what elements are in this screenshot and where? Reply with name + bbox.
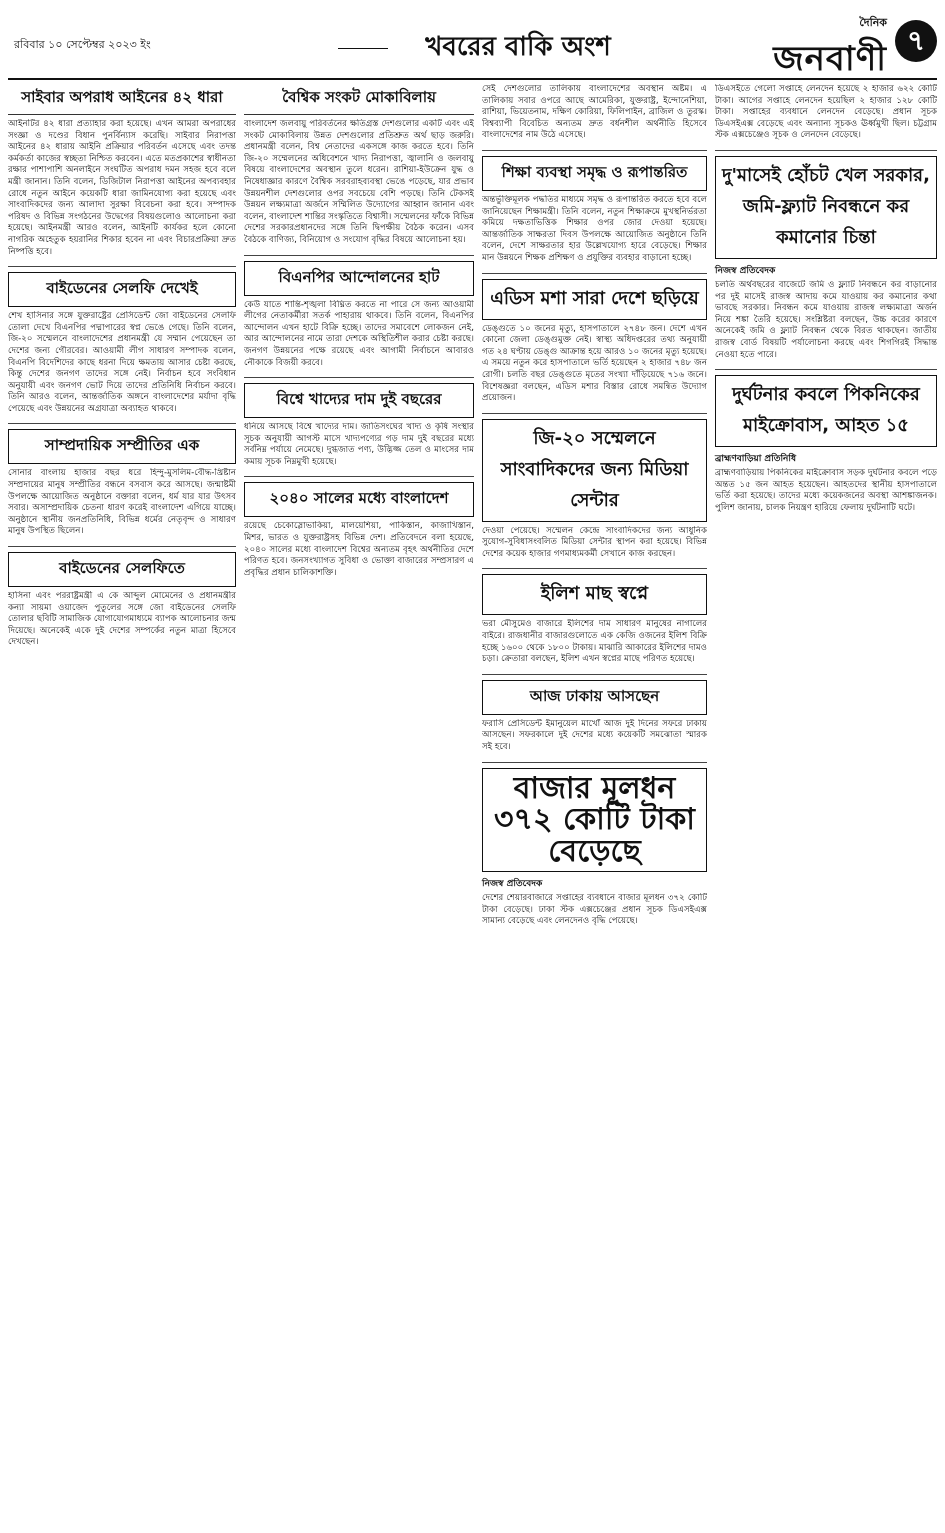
- headline: দু'মাসেই হোঁচট খেল সরকার, জমি-ফ্ল্যাট নিবন্ধনে কর কমানোর চিন্তা: [715, 156, 937, 259]
- article-body: ডিএসইতে গেলো সপ্তাহে লেনদেন হয়েছে ২ হাজার ৬২২ কোটি টাকা। আগের সপ্তাহে লেনদেন হয়েছিল ২ হাজার ১২৮ কোটি টাকা। সপ্তাহের ব্যবধানে লেনদেন বেড়েছে। প্রধান সূচক ডিএসইএক্স বেড়েছে এবং অন্যান্য সূচকও ঊর্ধ্বমুখী ছিল। চট্টগ্রাম স্টক এক্সচেঞ্জেও সূচক ও লেনদেন বেড়েছে।: [715, 84, 937, 141]
- news-story: [715, 375, 937, 514]
- news-story: [482, 84, 707, 142]
- headline: এডিস মশা সারা দেশে ছড়িয়ে: [482, 279, 707, 320]
- article-body: কেউ যাতে শান্তি-শৃঙ্খলা বিঘ্নিত করতে না পারে সে জন্য আওয়ামী লীগের নেতাকর্মীরা সতর্ক পাহারায় থাকবে। তিনি বলেন, বিএনপির আন্দোলন এখন হাটে বিক্রি হচ্ছে। তাদের সমাবেশে লোকজন নেই, আর আন্দোলনের নামে তারা দেশকে অস্থিতিশীল করার চেষ্টা করছে। জনগণ উন্নয়নের পক্ষে রয়েছে এবং আগামী নির্বাচনে আবারও নৌকাকে বিজয়ী করবে।: [244, 299, 474, 368]
- article-body: ফরাসি প্রেসিডেন্ট ইমানুয়েল মাখোঁ আজ দুই দিনের সফরে ঢাকায় আসছেন। সফরকালে দুই দেশের মধ্যে কয়েকটি সমঝোতা স্মারক সই হবে।: [482, 718, 707, 753]
- headline: ২০৪০ সালের মধ্যে বাংলাদেশ: [244, 482, 474, 517]
- story-divider: [244, 255, 474, 256]
- article-body: দেওয়া পেয়েছে। সম্মেলন কেন্দ্রে সাংবাদিকদের জন্য আধুনিক সুযোগ-সুবিধাসংবলিত মিডিয়া সেন্টার স্থাপন করা হয়েছে। বিভিন্ন দেশের কয়েক হাজার গণমাধ্যমকর্মী সেখানে কাজ করছেন।: [482, 525, 707, 559]
- page-header: [8, 8, 937, 80]
- news-story: [8, 552, 236, 649]
- news-story: [244, 482, 474, 579]
- headline: দুর্ঘটনার কবলে পিকনিকের মাইক্রোবাস, আহত ১৫: [715, 375, 937, 447]
- headline: বাইডেনের সেলফিতে: [8, 552, 236, 587]
- news-story: [482, 419, 707, 561]
- byline: নিজস্ব প্রতিবেদক: [715, 265, 776, 276]
- article-body: ধনিয়ে আসছে বিশ্বে খাদ্যের দাম। জাতিসংঘের খাদ্য ও কৃষি সংস্থার সূচক অনুযায়ী আগস্ট মাসে খাদ্যপণ্যের গড় দাম দুই বছরের মধ্যে সর্বনিম্ন পর্যায়ে নেমেছে। দুগ্ধজাত পণ্য, উদ্ভিজ্জ তেল ও মাংসের দাম কমায় সূচক নিম্নমুখী হয়েছে।: [244, 422, 474, 467]
- story-divider: [244, 377, 474, 378]
- column-2: [244, 84, 474, 587]
- story-divider: [482, 150, 707, 151]
- story-divider: [715, 150, 937, 151]
- article-body: দেশের শেয়ারবাজারে সপ্তাহের ব্যবধানে বাজার মূলধন ৩৭২ কোটি টাকা বেড়েছে। ঢাকা স্টক এক্সচেঞ্জের প্রধান সূচক ডিএসইএক্স সামান্য বেড়েছে এবং লেনদেনও বৃদ্ধি পেয়েছে।: [482, 893, 707, 927]
- story-divider: [8, 423, 236, 424]
- headline: বাইডেনের সেলফি দেখেই: [8, 272, 236, 307]
- news-story: [715, 84, 937, 142]
- headline: বিশ্বে খাদ্যের দাম দুই বছরের: [244, 383, 474, 418]
- headline: জি-২০ সম্মেলনে সাংবাদিকদের জন্য মিডিয়া সেন্টার: [482, 419, 707, 522]
- news-story: [482, 680, 707, 754]
- news-story: [482, 574, 707, 665]
- headline: সাম্প্রদায়িক সম্প্রীতির এক: [8, 429, 236, 464]
- article-body: ব্রাহ্মণবাড়িয়ায় পিকনিকের মাইক্রোবাস সড়ক দুর্ঘটনার কবলে পড়ে অন্তত ১৫ জন আহত হয়েছেন। আহতদের স্থানীয় হাসপাতালে ভর্তি করা হয়েছে। তাদের মধ্যে কয়েকজনের অবস্থা আশঙ্কাজনক। পুলিশ জানায়, চালক নিয়ন্ত্রণ হারিয়ে ফেলায় দুর্ঘটনাটি ঘটে।: [715, 468, 937, 513]
- article-body: সেই দেশগুলোর তালিকায় বাংলাদেশের অবস্থান অষ্টম। এ তালিকায় সবার ওপরে আছে আমেরিকা, যুক্তরাষ্ট্র, ইন্দোনেশিয়া, রাশিয়া, ভিয়েতনাম, দক্ষিণ কোরিয়া, ফিলিপাইন, ব্রাজিল ও তুরস্ক। বিশ্বব্যাপী বিবেচিত অন্যতম দ্রুত বর্ধনশীল অর্থনীতি হিসেবে বাংলাদেশের নাম উঠে এসেছে।: [482, 84, 707, 141]
- brand-top: দৈনিক: [859, 16, 887, 29]
- story-divider: [482, 674, 707, 675]
- story-divider: [244, 476, 474, 477]
- news-story: [8, 429, 236, 538]
- byline: ব্রাহ্মণবাড়িয়া প্রতিনিধি: [715, 454, 797, 465]
- article-body: বাংলাদেশ জলবায়ু পরিবর্তনের ক্ষতিগ্রস্ত দেশগুলোর একটি এবং এই সংকট মোকাবিলায় উন্নত দেশগুলোর প্রতিশ্রুত অর্থ ছাড় জরুরি। প্রধানমন্ত্রী বলেন, বিশ্ব নেতাদের একসঙ্গে কাজ করতে হবে। তিনি জি-২০ সম্মেলনের অধিবেশনে খাদ্য নিরাপত্তা, জ্বালানি ও জলবায়ু বিষয়ে বাংলাদেশের অবস্থান তুলে ধরেন। রাশিয়া-ইউক্রেন যুদ্ধ ও নিষেধাজ্ঞার কারণে বৈশ্বিক সরবরাহব্যবস্থা ভেঙে পড়েছে, যার প্রভাব উন্নয়নশীল দেশগুলোর ওপর সবচেয়ে বেশি পড়ছে। তিনি টেকসই উন্নয়ন লক্ষ্যমাত্রা অর্জনে সম্মিলিত উদ্যোগের আহ্বান জানান এবং বলেন, বাংলাদেশ শান্তির সংস্কৃতিতে বিশ্বাসী। সম্মেলনের ফাঁকে বিভিন্ন দেশের সরকারপ্রধানদের সঙ্গে তিনি দ্বিপক্ষীয় বৈঠক করেন। এসব বৈঠকে বাণিজ্য, বিনিয়োগ ও সংযোগ বৃদ্ধির বিষয়ে আলোচনা হয়।: [244, 119, 474, 245]
- column-1: [8, 84, 236, 657]
- headline: সাইবার অপরাধ আইনের ৪২ ধারা: [8, 84, 236, 115]
- article-body: অন্তর্ভুক্তিমূলক পদ্ধতির মাধ্যমে সমৃদ্ধ ও রূপান্তরিত করতে হবে বলে জানিয়েছেন শিক্ষামন্ত্রী। তিনি বলেন, নতুন শিক্ষাক্রমে মুখস্থনির্ভরতা কমিয়ে দক্ষতাভিত্তিক শিক্ষার ওপর জোর দেওয়া হয়েছে। আন্তর্জাতিক সাক্ষরতা দিবস উপলক্ষে আয়োজিত অনুষ্ঠানে তিনি বলেন, দেশে সাক্ষরতার হার উল্লেখযোগ্য হারে বেড়েছে। শিক্ষার মান উন্নয়নে শিক্ষক প্রশিক্ষণ ও প্রযুক্তির ব্যবহার বাড়ানো হচ্ছে।: [482, 194, 707, 263]
- headline: বিএনপির আন্দোলনের হাট: [244, 261, 474, 296]
- story-divider: [715, 369, 937, 370]
- headline: আজ ঢাকায় আসছেন: [482, 680, 707, 715]
- news-story: [244, 383, 474, 468]
- publication-date: রবিবার ১০ সেপ্টেম্বর ২০২৩ ইং: [14, 38, 151, 51]
- article-body: আইনটির ৪২ ধারা প্রত্যাহার করা হয়েছে। এখন আমরা অপরাধের সংজ্ঞা ও দণ্ডের বিধান পুনর্বিন্যাস করেছি। সাইবার নিরাপত্তা আইনের ৪২ ধারায় আইনি প্রক্রিয়ার পরিবর্তন এসেছে এবং তদন্ত কর্মকর্তা কাজের স্বচ্ছতা নিশ্চিত করবেন। এতে মতপ্রকাশের স্বাধীনতা রক্ষার পাশাপাশি অনলাইনে সংঘটিত অপরাধ দমন সহজ হবে বলে মন্ত্রী জানান। তিনি বলেন, ডিজিটাল নিরাপত্তা আইনের অপব্যবহার রোধে নতুন আইনে কয়েকটি ধারা জামিনযোগ্য করা হয়েছে এবং সাংবাদিকদের জন্য আলাদা সুরক্ষা বিবেচনা করা হবে। সম্পাদক পরিষদ ও বিভিন্ন সংগঠনের উদ্বেগের বিষয়গুলোও আলোচনা করা হয়েছে। আইনমন্ত্রী আরও বলেন, আইনটি কার্যকর হলে কোনো নাগরিক অহেতুক হয়রানির শিকার হবেন না এবং বিচারপ্রক্রিয়া দ্রুত নিষ্পত্তি হবে।: [8, 119, 236, 257]
- article-body: হাসিনা এবং পররাষ্ট্রমন্ত্রী এ কে আব্দুল মোমেনের ও প্রধানমন্ত্রীর কন্যা সায়মা ওয়াজেদ পুতুলের সঙ্গে জো বাইডেনের সেলফি তোলার ছবিটি সামাজিক যোগাযোগমাধ্যমে ব্যাপক আলোচনার জন্ম দিয়েছে। অনেকেই একে দুই দেশের সম্পর্কের নতুন মাত্রা হিসেবে দেখছেন।: [8, 591, 236, 648]
- article-body: চলতি অর্থবছরের বাজেটে জমি ও ফ্ল্যাট নিবন্ধনে কর বাড়ানোর পর দুই মাসেই রাজস্ব আদায় কমে যাওয়ায় কর কমানোর কথা ভাবছে সরকার। নিবন্ধন কমে যাওয়ায় রাজস্ব লক্ষ্যমাত্রা অর্জন নিয়ে শঙ্কা তৈরি হয়েছে। সংশ্লিষ্টরা বলছেন, উচ্চ করের কারণে অনেকেই জমি ও ফ্ল্যাট নিবন্ধন থেকে বিরত থাকছেন। জাতীয় রাজস্ব বোর্ড বিষয়টি পর্যালোচনা করছে এবং শিগগিরই সিদ্ধান্ত নেওয়া হতে পারে।: [715, 279, 937, 360]
- news-story: [244, 84, 474, 247]
- news-story: [715, 156, 937, 361]
- column-4: [715, 84, 937, 523]
- headline: শিক্ষা ব্যবস্থা সমৃদ্ধ ও রূপান্তরিত: [482, 156, 707, 191]
- news-story: [8, 84, 236, 258]
- news-story: [482, 768, 707, 928]
- article-body: শেখ হাসিনার সঙ্গে যুক্তরাষ্ট্রের প্রেসিডেন্ট জো বাইডেনের সেলফি তোলা দেখে বিএনপির পদ্মাপারের স্বপ্ন ভেঙে গেছে। তিনি বলেন, জি-২০ সম্মেলনে বাংলাদেশের প্রধানমন্ত্রী যে সম্মান পেয়েছেন তা দেশের জন্য গৌরবের। আওয়ামী লীগ সাধারণ সম্পাদক বলেন, বিএনপি বিদেশিদের কাছে ধরনা দিয়ে ক্ষমতায় আসার চেষ্টা করছে, কিন্তু দেশের জনগণ তাদের সঙ্গে নেই। নির্বাচন হবে সংবিধান অনুযায়ী এবং জনগণ ভোট দিয়ে তাদের প্রতিনিধি নির্বাচন করবে। তিনি আরও বলেন, আন্তর্জাতিক অঙ্গনে বাংলাদেশের মর্যাদা বৃদ্ধি পেয়েছে এবং উন্নয়নের অগ্রযাত্রা অব্যাহত থাকবে।: [8, 311, 236, 414]
- story-divider: [8, 266, 236, 267]
- story-divider: [482, 762, 707, 763]
- headline: বৈশ্বিক সংকট মোকাবিলায়: [244, 84, 474, 115]
- section-title: খবরের বাকি অংশ: [388, 26, 648, 60]
- article-body: রয়েছে চেকোস্লোভাকিয়া, মালয়েশিয়া, পাকিস্তান, কাজাখিস্তান, মিশর, ভারত ও যুক্তরাষ্ট্রসহ বিভিন্ন দেশ। প্রতিবেদনে বলা হয়েছে, ২০৪০ সালের মধ্যে বাংলাদেশ বিশ্বের অন্যতম বৃহৎ অর্থনীতির দেশে পরিণত হবে। জনসংখ্যাগত সুবিধা ও ভোক্তা বাজারের সম্প্রসারণ এ প্রবৃদ্ধির প্রধান চালিকাশক্তি।: [244, 521, 474, 578]
- story-divider: [8, 546, 236, 547]
- masthead-logo: [773, 14, 887, 90]
- story-divider: [482, 568, 707, 569]
- column-3: [482, 84, 707, 936]
- article-body: ডেঙ্গুতে ১০ জনের মৃত্যু, হাসপাতালে ২৭৪৮ জন। দেশে এখন কোনো জেলা ডেঙ্গুমুক্ত নেই। স্বাস্থ্য অধিদপ্তরের তথ্য অনুযায়ী গত ২৪ ঘণ্টায় ডেঙ্গু আক্রান্ত হয়ে আরও ১০ জনের মৃত্যু হয়েছে। এ সময়ে নতুন করে হাসপাতালে ভর্তি হয়েছেন ২ হাজার ৭৪৮ জন রোগী। চলতি বছর ডেঙ্গুতে মৃতের সংখ্যা দাঁড়িয়েছে ৭১৬ জনে। বিশেষজ্ঞরা বলছেন, এডিস মশার বিস্তার রোধে সমন্বিত উদ্যোগ প্রয়োজন।: [482, 323, 707, 404]
- page-number-badge: ৭: [895, 20, 937, 62]
- story-divider: [482, 413, 707, 414]
- story-divider: [482, 273, 707, 274]
- news-story: [244, 261, 474, 370]
- brand-name: জনবাণী: [773, 39, 887, 79]
- byline: নিজস্ব প্রতিবেদক: [482, 879, 543, 890]
- news-story: [482, 279, 707, 405]
- headline: বাজার মূলধন ৩৭২ কোটি টাকা বেড়েছে: [482, 768, 707, 873]
- news-story: [482, 156, 707, 265]
- news-story: [8, 272, 236, 415]
- headline: ইলিশ মাছ স্বপ্নে: [482, 574, 707, 615]
- article-body: সোনার বাংলায় হাজার বছর ধরে হিন্দু-মুসলিম-বৌদ্ধ-খ্রিষ্টান সম্প্রদায়ের মানুষ সম্প্রীতির বন্ধনে বসবাস করে আসছে। জন্মাষ্টমী উপলক্ষে আয়োজিত অনুষ্ঠানে বক্তারা বলেন, ধর্ম যার যার উৎসব সবার। অসাম্প্রদায়িক চেতনা ধারণ করেই বাংলাদেশ এগিয়ে যাচ্ছে। অনুষ্ঠানে স্থানীয় জনপ্রতিনিধি, বিভিন্ন ধর্মের নেতৃবৃন্দ ও সাধারণ মানুষ উপস্থিত ছিলেন।: [8, 468, 236, 537]
- article-body: ভরা মৌসুমেও বাজারে ইলিশের দাম সাধারণ মানুষের নাগালের বাইরে। রাজধানীর বাজারগুলোতে এক কেজি ওজনের ইলিশ বিক্রি হচ্ছে ১৬০০ থেকে ১৮০০ টাকায়। মাঝারি আকারের ইলিশের দামও চড়া। ক্রেতারা বলছেন, ইলিশ এখন স্বপ্নের মাছে পরিণত হয়েছে।: [482, 619, 707, 665]
